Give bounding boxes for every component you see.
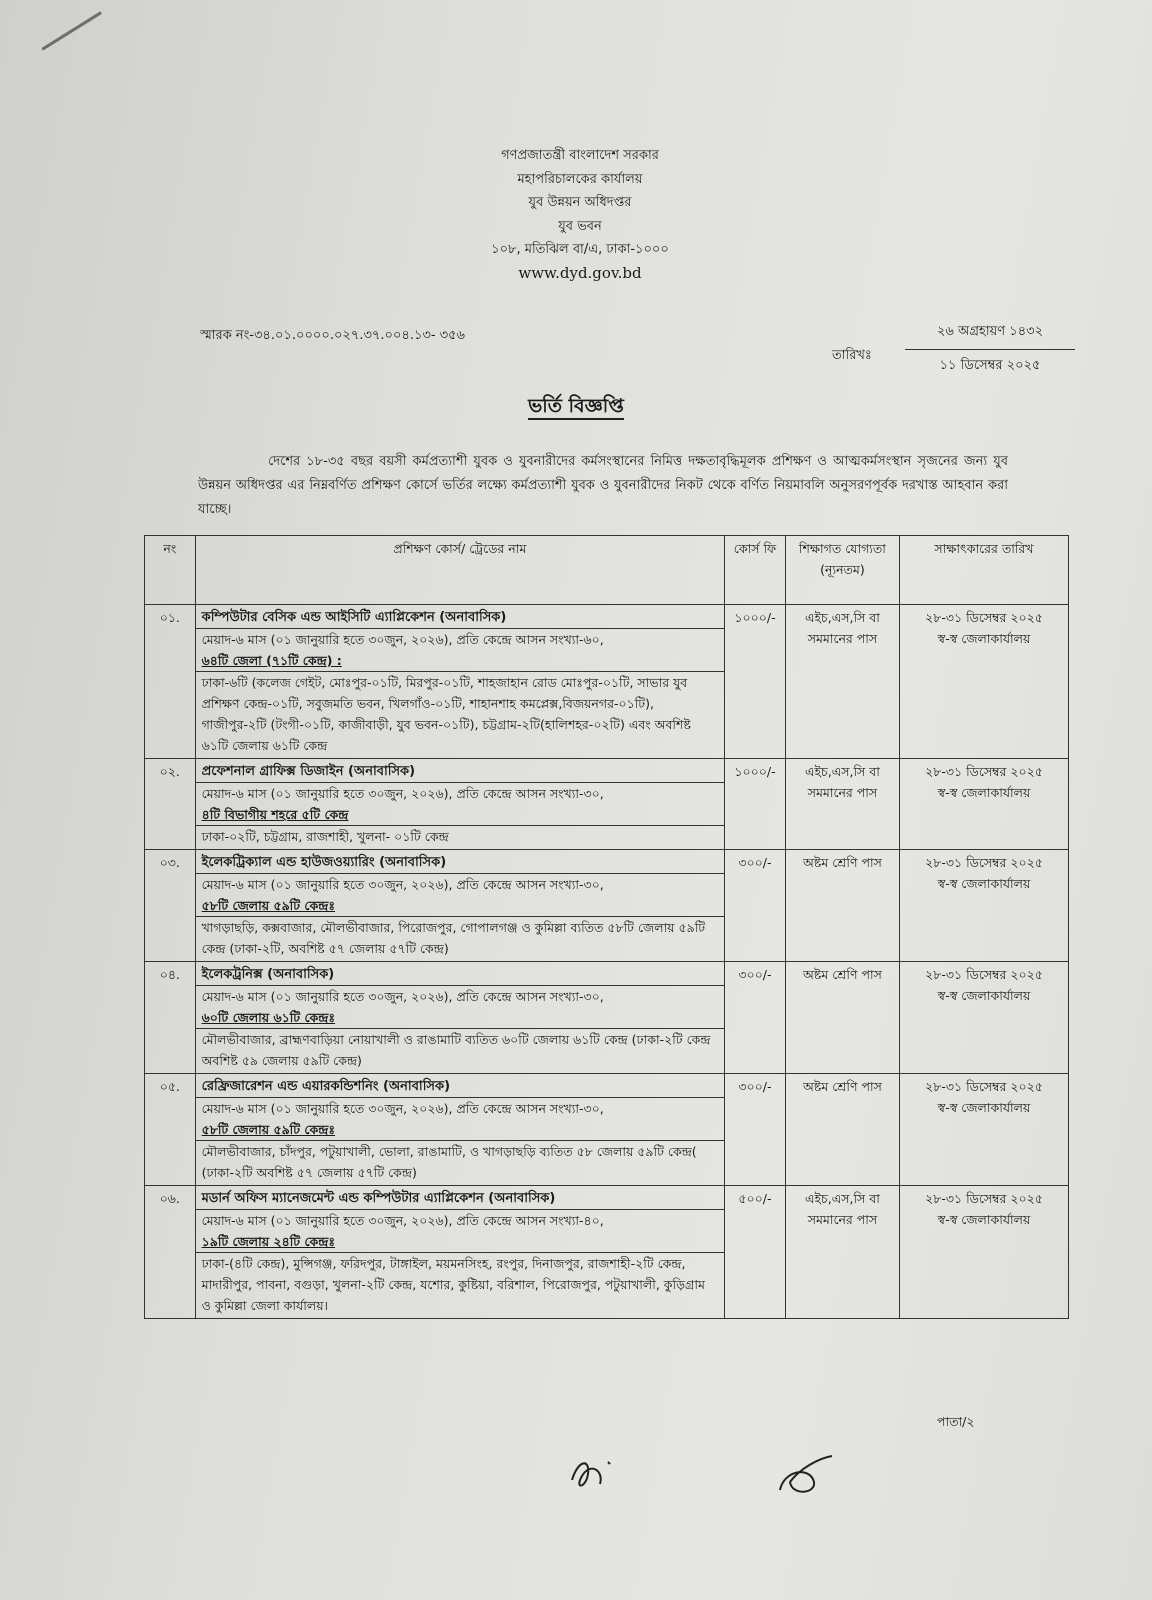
interview-venue: স্ব-স্ব জেলাকার্যালয় [937,988,1031,1003]
interview-venue: স্ব-স্ব জেলাকার্যালয় [937,785,1031,800]
header-education: শিক্ষাগত যোগ্যতা (ন্যূনতম) [785,536,899,605]
notice-title-text: ভর্তি বিজ্ঞপ্তি [528,395,624,420]
course-center-count: ১৯টি জেলায় ২৪টি কেন্দ্রঃ [201,1234,336,1249]
interview-cell [899,605,1068,759]
course-cell [195,759,724,850]
course-education: অষ্টম শ্রেণি পাস [785,850,899,962]
memo-number: স্মারক নং-৩৪.০১.০০০০.০২৭.৩৭.০০৪.১৩- ৩৫৬ [200,328,466,343]
course-fee: ৩০০/- [725,962,786,1074]
course-center-count: ৫৮টি জেলায় ৫৯টি কেন্দ্রঃ [201,898,336,913]
course-locations: ঢাকা-৬টি (কলেজ গেইট, মোঃপুর-০১টি, মিরপুর-০১টি, শাহজাহান রোড মোঃপুর-০১টি, সাভার যুব প্রশিক্ষণ কেন্দ্র-০১টি, সবুজমতি ভবন, খিলগাঁও-০১টি, শাহানশাহ কমপ্লেক্স,বিজয়নগর-০১টি), গাজীপুর-২টি (টংগী-০১টি, কাজীবাড়ী, যুব ভবন-০১টি), চট্টগ্রাম-২টি(হালিশহর-০২টি) এবং অবশিষ্ট ৬১টি জেলায় ৬১টি কেন্দ্র [196,671,724,756]
course-cell [195,962,724,1074]
interview-date: ২৮-৩১ ডিসেম্বর ২০২৫ [925,1079,1043,1094]
header-course-name: প্রশিক্ষণ কোর্স/ ট্রেডের নাম [195,536,724,605]
course-fee: ১০০০/- [725,605,786,759]
interview-cell [899,850,1068,962]
intro-paragraph: দেশের ১৮-৩৫ বছর বয়সী কর্মপ্রত্যাশী যুবক ও যুবনারীদের কর্মসংস্থানের নিমিত্ত দক্ষতাবৃদ্ধিমূলক প্রশিক্ষণ ও আত্মকর্মসংস্থান সৃজনের জন্য যুব উন্নয়ন অধিদপ্তর এর নিম্নবর্ণিত প্রশিক্ষণ কোর্সে ভর্তির লক্ষ্যে কর্মপ্রত্যাশী যুবক ও যুবনারীদের নিকট থেকে বর্ণিত নিয়মাবলি অনুসরণপূর্বক দরখাস্ত আহবান করা যাচ্ছে। [198,454,1008,517]
header-line-5: ১০৮, মতিঝিল বা/এ, ঢাকা-১০০০ [491,242,669,257]
pen-mark [41,11,102,51]
course-duration: মেয়াদ-৬ মাস (০১ জানুয়ারি হতে ৩০জুন, ২০২৬), প্রতি কেন্দ্রে আসন সংখ্যা-৩০, [201,989,604,1004]
interview-venue: স্ব-স্ব জেলাকার্যালয় [937,1212,1031,1227]
course-education: অষ্টম শ্রেণি পাস [785,962,899,1074]
header-line-4: যুব ভবন [558,218,602,234]
course-name: মডার্ন অফিস ম্যানেজমেন্ট এন্ড কম্পিউটার এ্যাপ্লিকেশন (অনাবাসিক) [196,1188,724,1210]
table-row [145,962,1069,1074]
course-cell [195,850,724,962]
interview-cell [899,962,1068,1074]
interview-venue: স্ব-স্ব জেলাকার্যালয় [937,1100,1031,1115]
header-line-1: গণপ্রজাতন্ত্রী বাংলাদেশ সরকার [501,148,659,163]
course-center-count: ৬৪টি জেলা (৭১টি কেন্দ্র) : [201,653,342,668]
course-cell [195,1074,724,1186]
course-cell [195,605,724,759]
table-row [145,1074,1069,1186]
course-duration: মেয়াদ-৬ মাস (০১ জানুয়ারি হতে ৩০জুন, ২০২৬), প্রতি কেন্দ্রে আসন সংখ্যা-৩০, [201,786,604,801]
course-name: প্রফেশনাল গ্রাফিক্স ডিজাইন (অনাবাসিক) [196,761,724,783]
interview-venue: স্ব-স্ব জেলাকার্যালয় [937,876,1031,891]
course-center-count: ৬০টি জেলায় ৬১টি কেন্দ্রঃ [201,1010,336,1025]
date-label: তারিখঃ [832,348,872,363]
row-number: ০২. [145,759,196,850]
course-center-count: ৪টি বিভাগীয় শহরে ৫টি কেন্দ্র [201,807,349,822]
course-education: এইচ,এস,সি বা সমমানের পাস [785,1186,899,1319]
table-row [145,850,1069,962]
date-block [905,322,1075,377]
interview-cell [899,759,1068,850]
course-locations: মৌলভীবাজার, চাঁদপুর, পটুয়াখালী, ভোলা, রাঙামাটি, ও খাগড়াছড়ি ব্যতিত ৫৮ জেলায় ৫৯টি কেন্দ্র( (ঢাকা-২টি অবশিষ্ট ৫৭ জেলায় ৫৭টি কেন্দ্র) [196,1140,724,1183]
course-fee: ৩০০/- [725,1074,786,1186]
interview-date: ২৮-৩১ ডিসেম্বর ২০২৫ [925,967,1043,982]
office-header [380,144,780,285]
course-fee: ৫০০/- [725,1186,786,1319]
course-name: ইলেকট্রনিক্স (অনাবাসিক) [196,964,724,986]
interview-date: ২৮-৩১ ডিসেম্বর ২০২৫ [925,610,1043,625]
course-fee: ১০০০/- [725,759,786,850]
table-row [145,1186,1069,1319]
interview-date: ২৮-৩১ ডিসেম্বর ২০২৫ [925,855,1043,870]
header-no: নং [145,536,196,605]
header-line-2: মহাপরিচালকের কার্যালয় [517,171,643,187]
signature-2 [770,1448,840,1503]
row-number: ০১. [145,605,196,759]
header-fee: কোর্স ফি [725,536,786,605]
course-duration: মেয়াদ-৬ মাস (০১ জানুয়ারি হতে ৩০জুন, ২০২৬), প্রতি কেন্দ্রে আসন সংখ্যা-৩০, [201,877,604,892]
course-education: এইচ,এস,সি বা সমমানের পাস [785,759,899,850]
course-education: এইচ,এস,সি বা সমমানের পাস [785,605,899,759]
row-number: ০৪. [145,962,196,1074]
interview-cell [899,1074,1068,1186]
course-education: অষ্টম শ্রেণি পাস [785,1074,899,1186]
course-name: কম্পিউটার বেসিক এন্ড আইসিটি এ্যাপ্লিকেশন (অনাবাসিক) [196,607,724,629]
interview-date: ২৮-৩১ ডিসেম্বর ২০২৫ [925,1191,1043,1206]
course-table [144,535,1069,1319]
row-number: ০৬. [145,1186,196,1319]
table-row [145,759,1069,850]
interview-date: ২৮-৩১ ডিসেম্বর ২০২৫ [925,764,1043,779]
course-locations: মৌলভীবাজার, ব্রাহ্মণবাড়িয়া নোয়াখালী ও রাঙামাটি ব্যতিত ৬০টি জেলায় ৬১টি কেন্দ্র (ঢাকা-২টি কেন্দ্র অবশিষ্ট ৫৯ জেলায় ৫৯টি কেন্দ্র) [196,1028,724,1071]
header-interview-date: সাক্ষাৎকারের তারিখ [899,536,1068,605]
date-bangla: ২৬ অগ্রহায়ণ ১৪৩২ [905,322,1075,350]
course-fee: ৩০০/- [725,850,786,962]
interview-cell [899,1186,1068,1319]
table-row [145,605,1069,759]
course-rows [145,605,1069,1319]
course-duration: মেয়াদ-৬ মাস (০১ জানুয়ারি হতে ৩০জুন, ২০২৬), প্রতি কেন্দ্রে আসন সংখ্যা-৩০, [201,1101,604,1116]
interview-venue: স্ব-স্ব জেলাকার্যালয় [937,631,1031,646]
course-name: ইলেকট্রিক্যাল এন্ড হাউজওয়্যারিং (অনাবাসিক) [196,852,724,874]
row-number: ০৫. [145,1074,196,1186]
course-locations: ঢাকা-০২টি, চট্টগ্রাম, রাজশাহী, খুলনা- ০১টি কেন্দ্র [196,825,724,847]
page-number: পাতা/২ [937,1414,975,1429]
date-english: ১১ ডিসেম্বর ২০২৫ [939,358,1041,373]
course-name: রেফ্রিজারেশন এন্ড এয়ারকন্ডিশনিং (অনাবাসিক) [196,1076,724,1098]
header-website: www.dyd.gov.bd [518,263,642,282]
signature-1 [560,1440,630,1500]
course-duration: মেয়াদ-৬ মাস (০১ জানুয়ারি হতে ৩০জুন, ২০২৬), প্রতি কেন্দ্রে আসন সংখ্যা-৬০, [201,632,604,647]
course-cell [195,1186,724,1319]
header-line-3: যুব উন্নয়ন অধিদপ্তর [528,195,632,210]
course-duration: মেয়াদ-৬ মাস (০১ জানুয়ারি হতে ৩০জুন, ২০২৬), প্রতি কেন্দ্রে আসন সংখ্যা-৪০, [201,1213,604,1228]
table-header-row [145,536,1069,605]
notice-title [0,392,1152,424]
row-number: ০৩. [145,850,196,962]
course-locations: ঢাকা-(৪টি কেন্দ্র), মুন্সিগঞ্জ, ফরিদপুর, টাঙ্গাইল, ময়মনসিংহ, রংপুর, দিনাজপুর, রাজশাহী-২টি কেন্দ্র, মাদারীপুর, পাবনা, বগুড়া, খুলনা-২টি কেন্দ্র, যশোর, কুষ্টিয়া, বরিশাল, পিরোজপুর, পটুয়াখালী, কুড়িগ্রাম ও কুমিল্লা জেলা কার্যালয়। [196,1252,724,1316]
course-center-count: ৫৮টি জেলায় ৫৯টি কেন্দ্রঃ [201,1122,336,1137]
course-locations: খাগড়াছড়ি, কক্সবাজার, মৌলভীবাজার, পিরোজপুর, গোপালগঞ্জ ও কুমিল্লা ব্যতিত ৫৮টি জেলায় ৫৯টি কেন্দ্র (ঢাকা-২টি, অবশিষ্ট ৫৭ জেলায় ৫৭টি কেন্দ্র) [196,916,724,959]
